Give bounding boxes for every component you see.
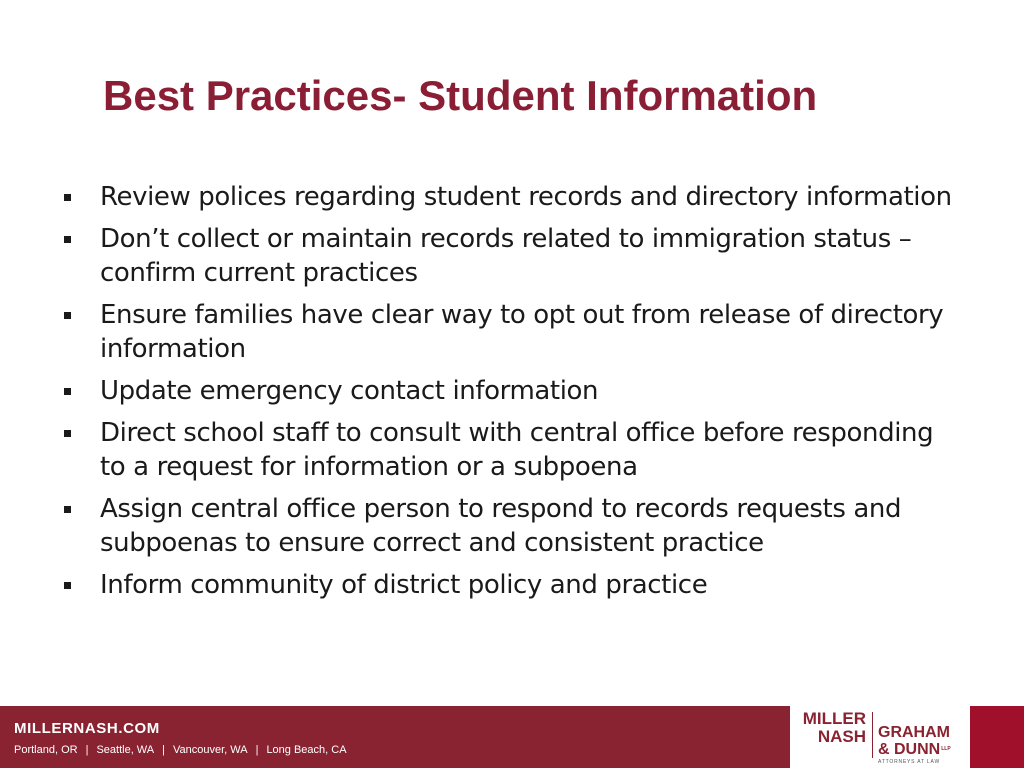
bullet-text: Update emergency contact information (100, 376, 599, 406)
bullet-item (60, 298, 960, 366)
logo-word-dunn: & DUNN (878, 741, 941, 758)
bullet-item (60, 568, 960, 602)
logo-tagline: ATTORNEYS AT LAW (878, 759, 940, 765)
square-bullet-icon (64, 194, 71, 201)
bullet-text: Inform community of district policy and practice (100, 570, 708, 600)
footer-band (0, 706, 790, 768)
square-bullet-icon (64, 312, 71, 319)
slide-title: Best Practices- Student Information (103, 72, 818, 119)
square-bullet-icon (64, 236, 71, 243)
square-bullet-icon (64, 388, 71, 395)
bullet-item (60, 492, 960, 560)
footer-office-locations (14, 744, 347, 756)
bullet-item (60, 374, 960, 408)
bullet-item (60, 416, 960, 484)
logo-llp: LLP (941, 746, 951, 752)
office-city: Portland, OR (14, 744, 78, 756)
firm-logo (790, 706, 970, 768)
bullet-text: Review polices regarding student records and directory information (100, 182, 952, 212)
square-bullet-icon (64, 430, 71, 437)
city-separator: | (255, 744, 259, 756)
square-bullet-icon (64, 506, 71, 513)
logo-word-nash: NASH (817, 727, 866, 746)
logo-graham-dunn (878, 724, 951, 758)
bullet-text: Direct school staff to consult with central office before responding to a request for information or a subpoena (100, 418, 934, 482)
logo-word-dunn-line (878, 741, 951, 758)
office-city: Vancouver, WA (172, 744, 248, 756)
bullet-list (60, 180, 960, 610)
bullet-text: Assign central office person to respond to records requests and subpoenas to ensure correct and consistent practice (100, 494, 902, 558)
bullet-item (60, 222, 960, 290)
logo-divider (872, 712, 873, 758)
bullet-text: Don’t collect or maintain records related to immigration status – confirm current practices (100, 224, 912, 288)
logo-word-miller: MILLER (802, 709, 866, 728)
bullet-item (60, 180, 960, 214)
logo-word-graham: GRAHAM (878, 724, 950, 741)
office-city: Long Beach, CA (266, 744, 347, 756)
corner-accent-block (970, 706, 1024, 768)
city-separator: | (162, 744, 165, 756)
footer-website-link[interactable]: MILLERNASH.COM (14, 720, 160, 737)
city-separator: | (85, 744, 89, 756)
office-city: Seattle, WA (96, 744, 155, 756)
bullet-text: Ensure families have clear way to opt out from release of directory information (100, 300, 944, 364)
logo-miller-nash (800, 710, 866, 746)
square-bullet-icon (64, 582, 71, 589)
